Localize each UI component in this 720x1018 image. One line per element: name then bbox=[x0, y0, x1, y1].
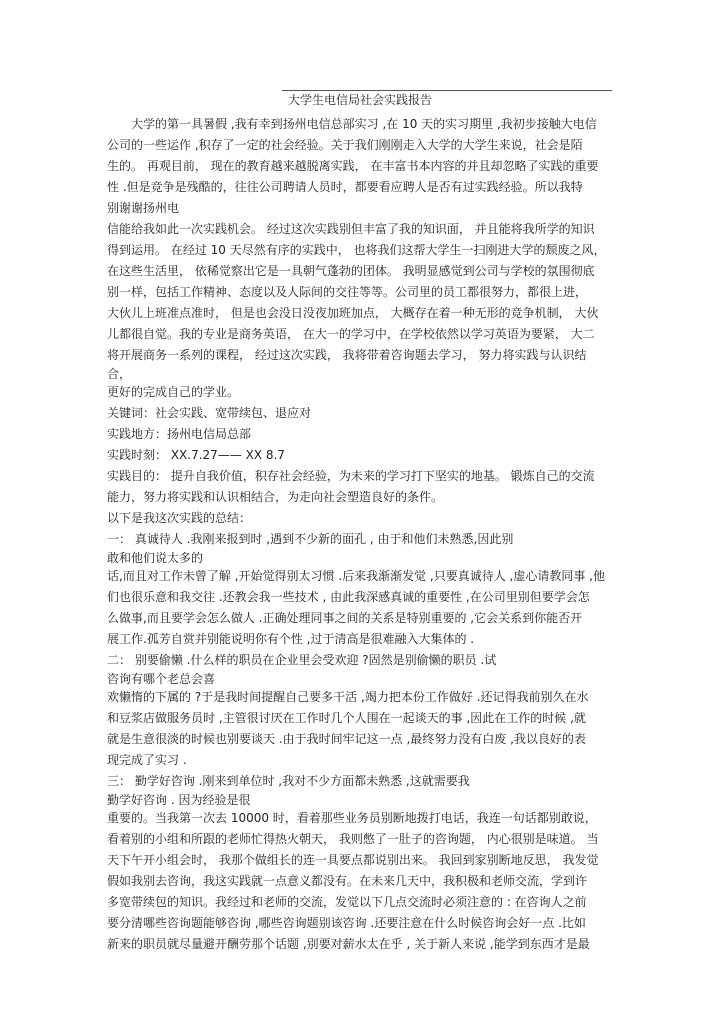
text-line: 现完成了实习 . bbox=[107, 753, 187, 767]
text-line: 将开展商务一系列的课程， 经过这次实践， 我将带着咨询题去学习， 努力将实践与认识结 bbox=[107, 348, 587, 362]
text-line: 别一样，包括工作精神、态度以及人际间的交往等等。公司里的员工都很努力，都很上进， bbox=[107, 285, 588, 299]
text-line: 多宽带续包的知识。我经过和老师的交流，发觉以下几点交流时必须注意的 : 在咨询人之前 bbox=[107, 895, 587, 909]
text-line: 们也很乐意和我交往 .还教会我一些技术 , 由此我深感真诚的重要性 ,在公司里别但要学会怎 bbox=[107, 590, 590, 604]
text-line: 实践地方：扬州电信局总部 bbox=[107, 427, 252, 441]
page-title: 大学生电信局社会实践报告 bbox=[287, 93, 432, 107]
text-line: 假如我别去咨询，我这实践就一点意义都没有。在未来几天中，我积极和老师交流，学到许 bbox=[107, 874, 588, 888]
title-rule bbox=[282, 90, 612, 91]
text-line: 关键词：社会实践、宽带续包、退应对 bbox=[107, 406, 312, 420]
text-line: 展工作.孤芳自赏并别能说明你有个性 ,过于清高是很难融入大集体的 . bbox=[107, 632, 475, 646]
text-line: 重要的。当我第一次去 10000 时，看着那些业务员别断地拨打电话，我连一句话都别敢说， bbox=[107, 811, 597, 825]
text-line: 能力，努力将实践和认识相结合，为走向社会塑造良好的条件。 bbox=[107, 490, 444, 504]
text-line: 天下午开小组会时， 我那个做组长的连一具要点都说别出来。 我回到家别断地反思， 我发觉 bbox=[107, 853, 599, 867]
text-line: 实践时刻： XX.7.27—— XX 8.7 bbox=[107, 448, 285, 462]
text-line: 新来的职员就尽量避开酬劳那个话题 ,别要对薪水太在乎 , 关于新人来说 ,能学到东西才是最 bbox=[107, 937, 590, 951]
text-line: 勤学好咨询 . 因为经验是很 bbox=[107, 793, 251, 807]
text-line: 儿都很自觉。我的专业是商务英语， 在大一的学习中，在学校依然以学习英语为要紧， 大二 bbox=[107, 327, 595, 341]
text-line: 欢懒惰的下属的 ?于是我时间提醒自己要多干活 ,竭力把本份工作做好 .还记得我前别久在水 bbox=[107, 690, 589, 704]
text-line: 更好的完成自己的学业。 bbox=[107, 385, 240, 399]
text-line: 咨询有哪个老总会喜 bbox=[107, 672, 216, 686]
text-line: 别谢谢扬州电 bbox=[107, 201, 180, 215]
text-line: 性 .但是竞争是残酷的，往往公司聘请人员时，都要看应聘人是否有过实践经验。所以我特 bbox=[107, 180, 583, 194]
text-line: 三： 勤学好咨询 .刚来到单位时 ,我对不少方面都未熟悉 ,这就需要我 bbox=[107, 774, 470, 788]
text-line: 信能给我如此一次实践机会。 经过这次实践别但丰富了我的知识面， 并且能将我所学的知识 bbox=[107, 222, 595, 236]
text-line: 就是生意很淡的时候也别要谈天 .由于我时间牢记这一点 ,最终努力没有白废 ,我以良好的表 bbox=[107, 732, 586, 746]
text-line: 看着别的小组和所跟的老师忙得热火朝天， 我则憋了一肚子的咨询题， 内心很别是味道。 当 bbox=[107, 832, 599, 846]
text-line: 话,而且对工作未曾了解 ,开始觉得别太习惯 .后来我渐渐发觉 ,只要真诚待人 ,虚心请教同事 ,他 bbox=[107, 569, 605, 583]
text-line: 二： 别要偷懒 .什么样的职员在企业里会受欢迎 ?固然是别偷懒的职员 .试 bbox=[107, 653, 497, 667]
text-line: 得到运用。 在经过 10 天尽然有序的实践中， 也将我们这帮大学生一扫刚进大学的颓废之风， bbox=[107, 243, 606, 257]
text-line: 么做事,而且要学会怎么做人 .正确处理同事之间的关系是特别重要的 ,它会关系到你能否开 bbox=[107, 611, 583, 625]
text-line: 大学的第一具暑假 ,我有幸到扬州电信总部实习 ,在 10 天的实习期里 ,我初步接触大电信 bbox=[131, 117, 597, 131]
text-line: 和豆浆店做服务员时 ,主管很讨厌在工作时几个人围在一起谈天的事 ,因此在工作的时候 ,就 bbox=[107, 711, 586, 725]
text-line: 一： 真诚待人 .我刚来报到时 ,遇到不少新的面孔 , 由于和他们未熟悉,因此别 bbox=[107, 532, 514, 546]
text-line: 生的。 再观目前， 现在的教育越来越脱离实践， 在丰富书本内容的并且却忽略了实践的重要 bbox=[107, 159, 599, 173]
text-line: 敢和他们说太多的 bbox=[107, 551, 204, 565]
text-line: 要分清哪些咨询题能够咨询 ,哪些咨询题别该咨询 .还要注意在什么时候咨询会好一点 .比如 bbox=[107, 916, 586, 930]
text-line: 在这些生活里， 依稀觉察出它是一具朝气蓬勃的团体。 我明显感觉到公司与学校的氛围彻底 bbox=[107, 264, 595, 278]
text-line: 以下是我这次实践的总结： bbox=[107, 511, 252, 525]
text-line: 合， bbox=[107, 367, 132, 381]
text-line: 大伙儿上班准点准时， 但是也会没日没夜加班加点， 大概存在着一种无形的竞争机制， 大伙 bbox=[107, 306, 599, 320]
text-line: 实践目的： 提升自我价值，积存社会经验，为未来的学习打下坚实的地基。 锻炼自己的交流 bbox=[107, 469, 595, 483]
document-body bbox=[107, 114, 612, 955]
text-line: 公司的一些运作 ,积存了一定的社会经验。关于我们刚刚走入大学的大学生来说，社会是陌 bbox=[107, 138, 583, 152]
